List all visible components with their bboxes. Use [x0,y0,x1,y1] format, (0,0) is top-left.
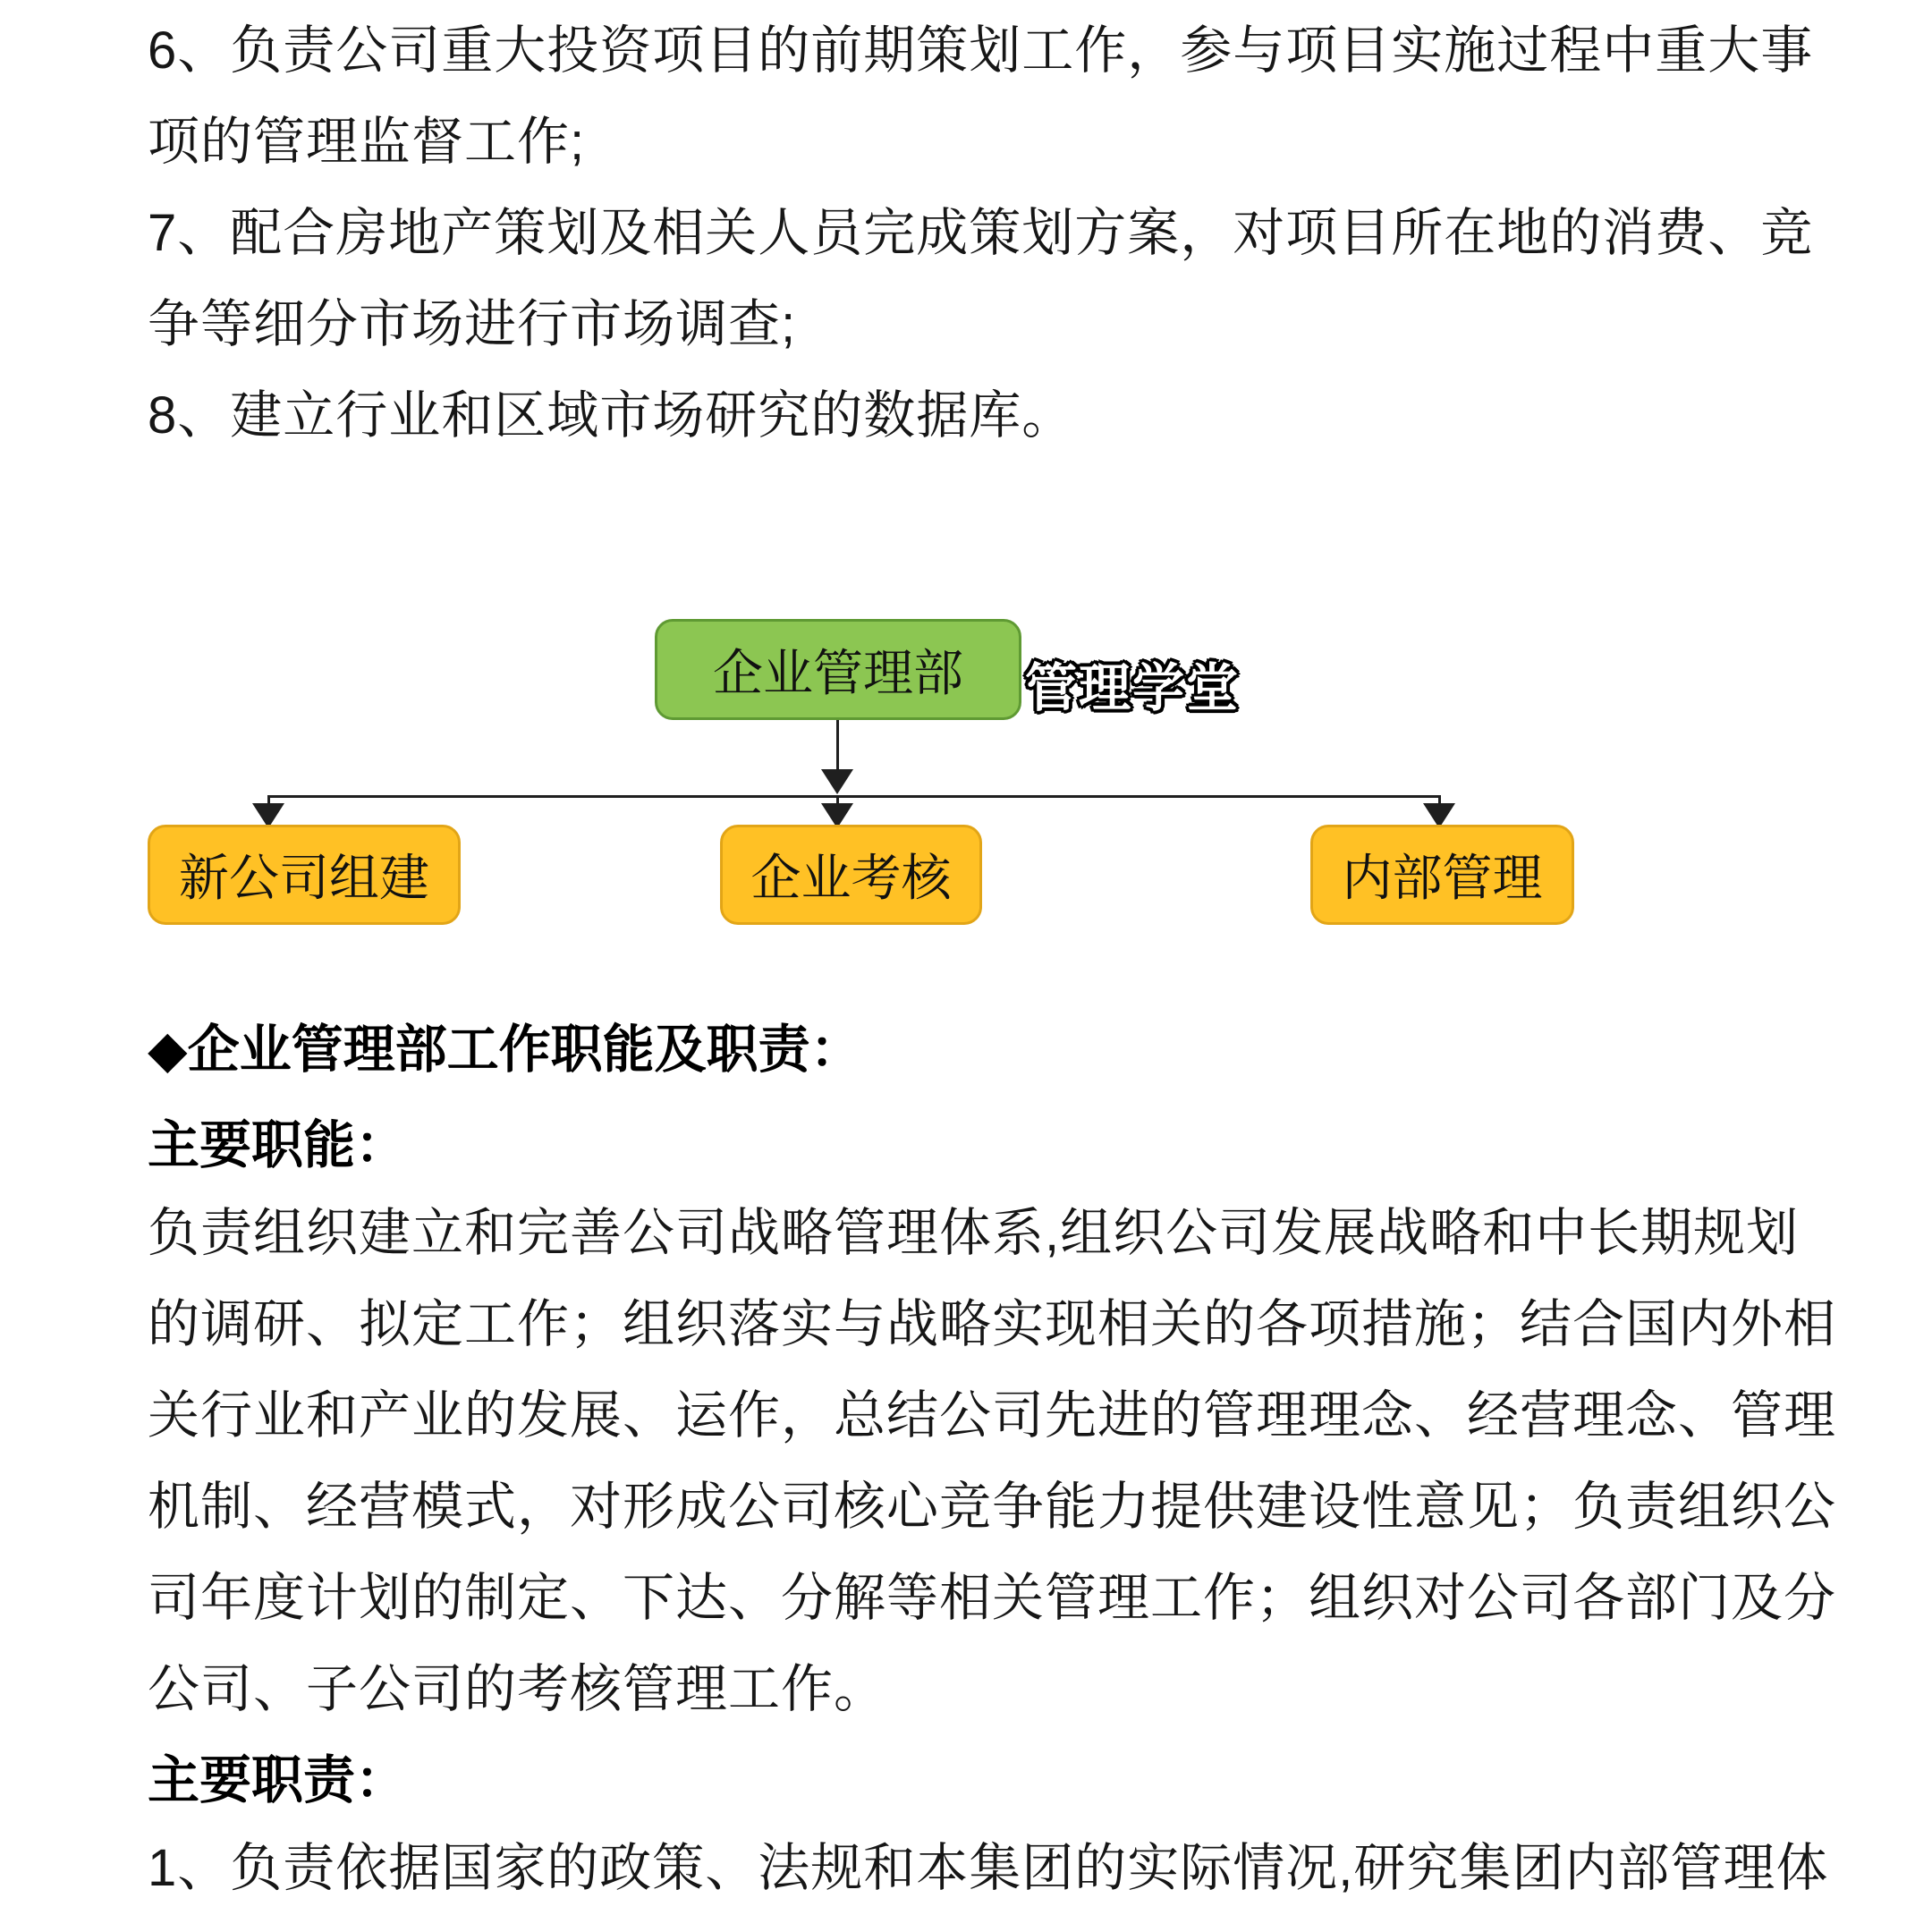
text-line: 公司、子公司的考核管理工作。 [148,1660,887,1718]
arrow-down-icon [1423,803,1455,828]
connector-horizontal [267,795,1441,798]
text-line: 司年度计划的制定、下达、分解等相关管理工作；组织对公司各部门及分 [148,1569,1837,1627]
section-heading-functions: 主要职能： [148,1116,408,1174]
connector-root-vertical [836,720,839,771]
watermark: 管理学堂 [1025,659,1241,717]
section-heading-duties: 主要职责： [148,1751,408,1809]
org-node-child [720,825,982,925]
connector-middle-drop [836,798,839,805]
section-heading-main: ◆企业管理部工作职能及职责： [148,1021,862,1079]
org-node-child-label: 新公司组建 [179,850,429,906]
org-node-root-label: 企业管理部 [713,644,963,701]
arrow-down-icon [821,803,853,828]
org-node-child-label: 企业考核 [750,850,952,906]
connector-left-drop [267,798,270,805]
text-line: 机制、经营模式，对形成公司核心竞争能力提供建设性意见；负责组织公 [148,1478,1837,1536]
text-line: 7、配合房地产策划及相关人员完成策划方案，对项目所在地的消费、竞 [148,204,1814,262]
text-line: 负责组织建立和完善公司战略管理体系,组织公司发展战略和中长期规划 [148,1204,1800,1262]
org-node-root [655,619,1021,720]
duties-paragraph [148,1823,1828,1914]
org-node-child [148,825,461,925]
text-line: 关行业和产业的发展、运作，总结公司先进的管理理念、经营理念、管理 [148,1386,1837,1445]
connector-right-drop [1438,798,1441,805]
arrow-down-icon [252,803,284,828]
org-node-child [1310,825,1574,925]
text-line: 1、负责依据国家的政策、法规和本集团的实际情况,研究集团内部管理体 [148,1839,1829,1897]
text-line: 的调研、拟定工作；组织落实与战略实现相关的各项措施；结合国内外相 [148,1295,1837,1353]
text-line: 争等细分市场进行市场调查; [148,295,797,353]
text-line: 8、建立行业和区域市场研究的数据库。 [148,386,1075,445]
arrow-down-icon [821,769,853,794]
org-node-child-label: 内部管理 [1342,850,1543,906]
text-line: 6、负责公司重大投资项目的前期策划工作，参与项目实施过程中重大事 [148,21,1814,80]
intro-list [148,5,1813,462]
functions-paragraph [148,1188,1836,1735]
text-line: 项的管理监督工作; [148,113,586,171]
